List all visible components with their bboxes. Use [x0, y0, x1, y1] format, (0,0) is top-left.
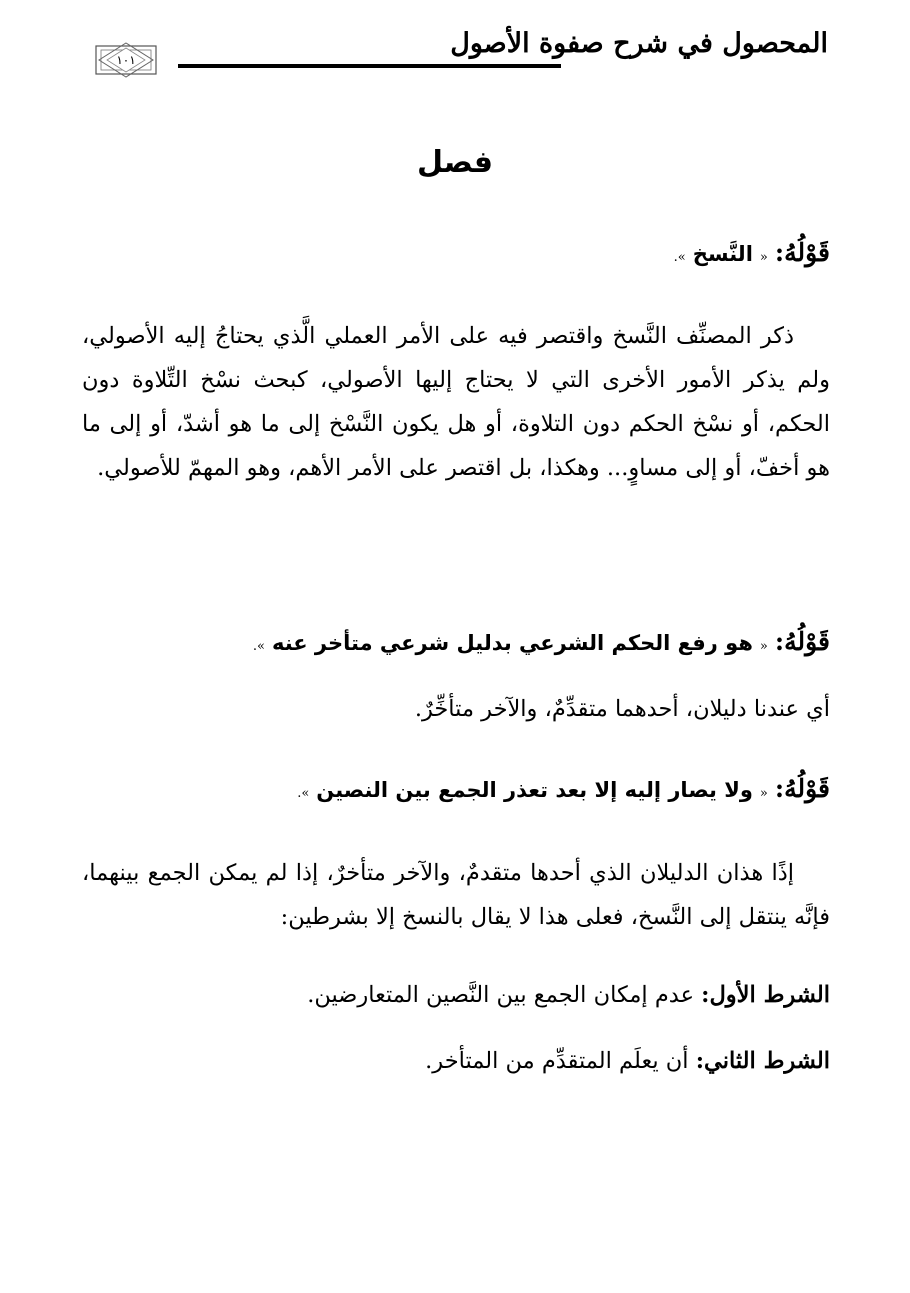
quote-close-mark: ».	[673, 250, 686, 265]
paragraph-3: إذًا هذان الدليلان الذي أحدها متقدمٌ، والآخر متأخرٌ، إذا لم يمكن الجمع بينهما، فإنَّه ينتقل إلى النَّسخ، فعلى هذا لا يقال بالنسخ إلا بشرطين:	[82, 860, 830, 930]
quote-close-mark: ».	[252, 639, 265, 654]
condition-label: الشرط الأول:	[701, 982, 830, 1008]
quote-text: النَّسخ	[692, 242, 753, 266]
paragraph-1: ذكر المصنِّف النَّسخ واقتصر فيه على الأمر العملي الَّذي يحتاجُ إليه الأصولي، ولم يذكر الأمور الأخرى التي لا يحتاج إليها الأصولي، كبحث نسْخ التِّلاوة دون الحكم، أو نسْخ الحكم دون التلاوة، أو هل يكون النَّسْخ إلى ما هو أشدّ، أو إلى ما هو أخفّ، أو إلى مساوٍ... وهكذا، بل اقتصر على الأمر الأهم، وهو المهمّ للأصولي.	[82, 323, 830, 481]
page-number: ١٠١	[116, 53, 136, 67]
section-heading: فصل	[417, 145, 493, 180]
quote-line-2	[253, 627, 830, 656]
condition-1	[307, 982, 830, 1008]
condition-label: الشرط الثاني:	[695, 1048, 830, 1074]
paragraph-2: أي عندنا دليلان، أحدهما متقدِّمٌ، والآخر متأخِّرٌ.	[414, 696, 830, 722]
header-rule	[178, 64, 561, 68]
book-title: المحصول في شرح صفوة الأصول	[450, 28, 828, 59]
condition-text: أن يعلَم المتقدِّم من المتأخر.	[425, 1048, 689, 1074]
condition-2	[425, 1048, 830, 1074]
quote-label: قَوْلُهُ:	[774, 627, 830, 656]
condition-text: عدم إمكان الجمع بين النَّصين المتعارضين.	[307, 982, 694, 1008]
quote-open-mark: «	[759, 786, 768, 801]
quote-text: ولا يصار إليه إلا بعد تعذر الجمع بين النصين	[316, 778, 753, 802]
quote-open-mark: «	[759, 250, 768, 265]
quote-open-mark: «	[759, 639, 768, 654]
quote-line-3	[297, 774, 830, 803]
quote-close-mark: ».	[297, 786, 310, 801]
quote-label: قَوْلُهُ:	[774, 774, 830, 803]
quote-line-1	[674, 238, 830, 267]
page-number-badge	[95, 42, 157, 78]
quote-label: قَوْلُهُ:	[774, 238, 830, 267]
quote-text: هو رفع الحكم الشرعي بدليل شرعي متأخر عنه	[271, 631, 753, 655]
